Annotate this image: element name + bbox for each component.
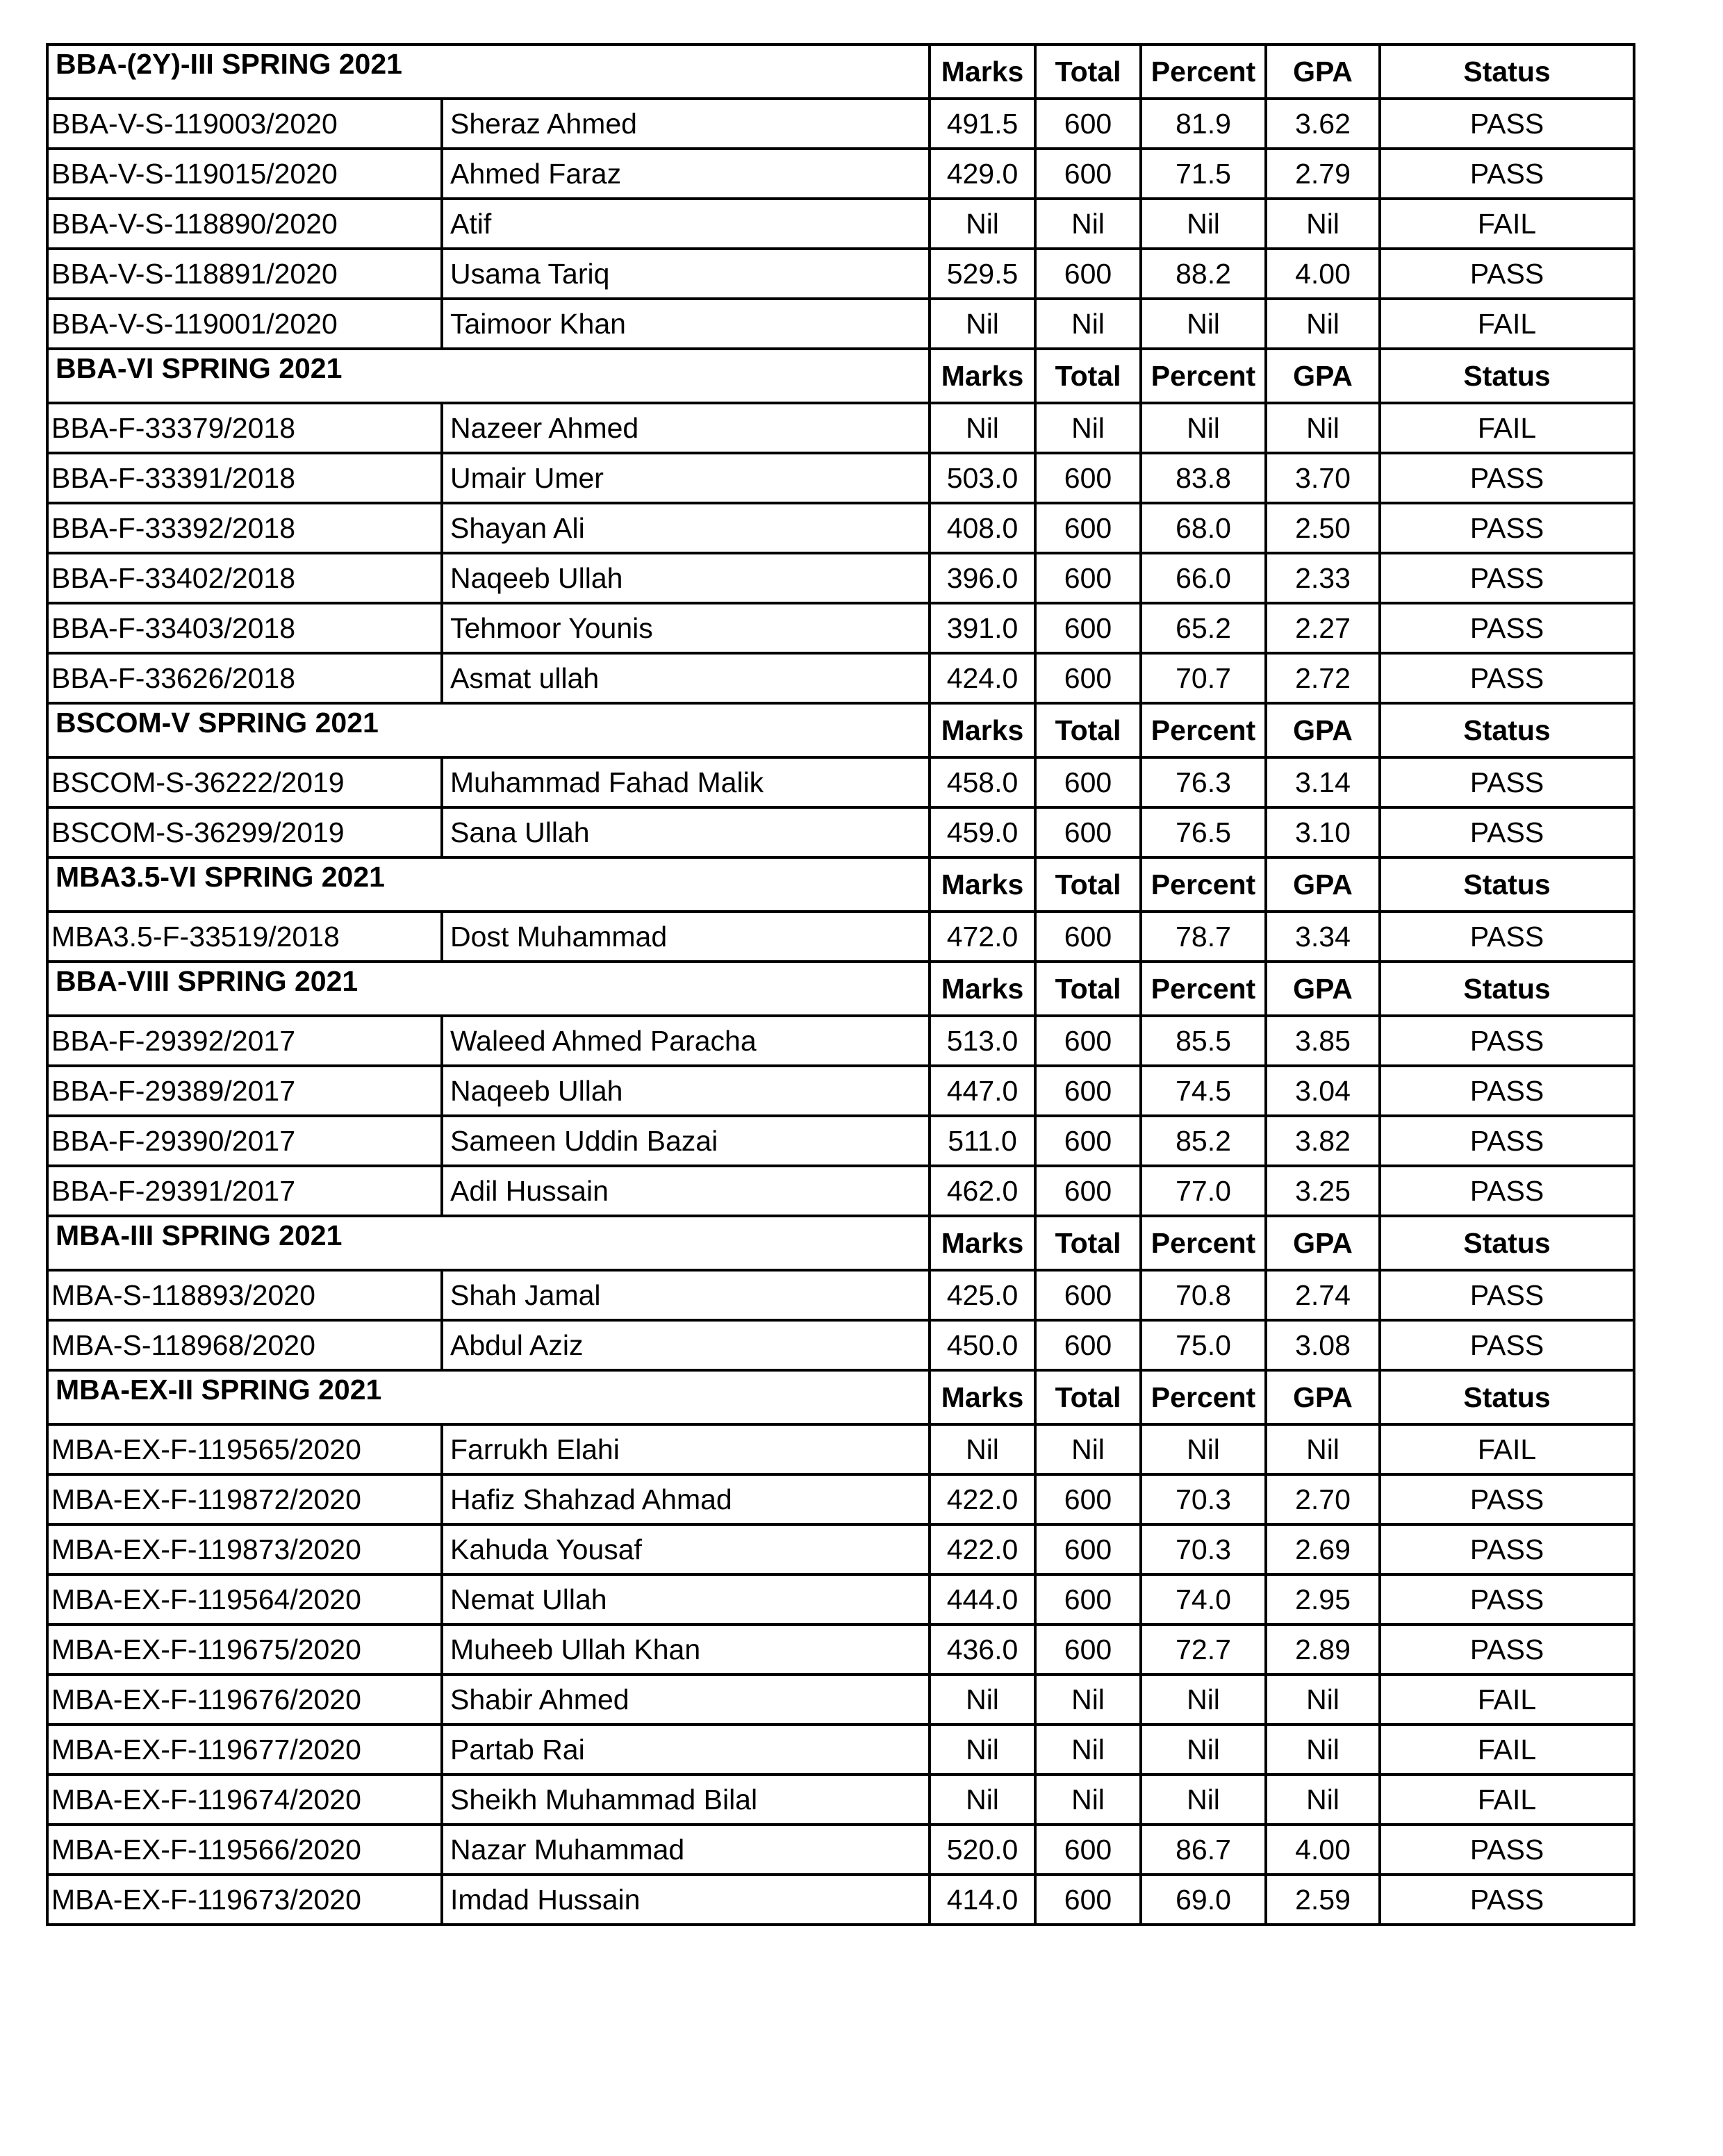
gpa-cell: 4.00 [1266,1825,1380,1875]
percent-cell: Nil [1141,1775,1266,1825]
status-cell: FAIL [1380,1424,1634,1474]
percent-cell: 74.5 [1141,1066,1266,1116]
table-row [47,1116,1634,1166]
status-cell: PASS [1380,1474,1634,1524]
student-name-cell: Nemat Ullah [442,1574,930,1624]
percent-cell: 74.0 [1141,1574,1266,1624]
marks-cell: Nil [930,199,1035,249]
column-header-total: Total [1035,1216,1141,1270]
roll-number-cell: BBA-F-33391/2018 [47,453,442,503]
student-name-cell: Nazeer Ahmed [442,403,930,453]
marks-cell: 513.0 [930,1016,1035,1066]
status-cell: PASS [1380,1320,1634,1370]
student-name-cell: Sheikh Muhammad Bilal [442,1775,930,1825]
marks-cell: 511.0 [930,1116,1035,1166]
section-header-row [47,349,1634,403]
status-cell: PASS [1380,1574,1634,1624]
status-cell: FAIL [1380,1725,1634,1775]
status-cell: PASS [1380,1524,1634,1574]
status-cell: PASS [1380,1116,1634,1166]
column-header-total: Total [1035,857,1141,912]
status-cell: PASS [1380,1016,1634,1066]
gpa-cell: Nil [1266,403,1380,453]
roll-number-cell: MBA-EX-F-119673/2020 [47,1875,442,1925]
student-name-cell: Dost Muhammad [442,912,930,962]
table-row [47,1574,1634,1624]
marks-cell: 422.0 [930,1524,1035,1574]
percent-cell: Nil [1141,1725,1266,1775]
column-header-percent: Percent [1141,44,1266,99]
gpa-cell: 4.00 [1266,249,1380,299]
column-header-percent: Percent [1141,962,1266,1016]
column-header-marks: Marks [930,349,1035,403]
table-row [47,1825,1634,1875]
marks-cell: 520.0 [930,1825,1035,1875]
percent-cell: 70.7 [1141,653,1266,703]
student-name-cell: Hafiz Shahzad Ahmad [442,1474,930,1524]
table-row [47,1424,1634,1474]
percent-cell: 78.7 [1141,912,1266,962]
total-cell: 600 [1035,1574,1141,1624]
total-cell: 600 [1035,99,1141,149]
roll-number-cell: BBA-V-S-118891/2020 [47,249,442,299]
student-name-cell: Asmat ullah [442,653,930,703]
total-cell: Nil [1035,299,1141,349]
results-body [47,44,1634,1925]
roll-number-cell: BBA-F-33392/2018 [47,503,442,553]
column-header-total: Total [1035,962,1141,1016]
table-row [47,1270,1634,1320]
status-cell: PASS [1380,1066,1634,1116]
total-cell: 600 [1035,453,1141,503]
table-row [47,1066,1634,1116]
percent-cell: 75.0 [1141,1320,1266,1370]
marks-cell: 414.0 [930,1875,1035,1925]
status-cell: PASS [1380,249,1634,299]
gpa-cell: 2.95 [1266,1574,1380,1624]
table-row [47,403,1634,453]
total-cell: 600 [1035,553,1141,603]
section-header-row [47,44,1634,99]
roll-number-cell: BBA-F-29390/2017 [47,1116,442,1166]
section-header-row [47,1216,1634,1270]
percent-cell: 76.3 [1141,757,1266,807]
student-name-cell: Shah Jamal [442,1270,930,1320]
total-cell: 600 [1035,1166,1141,1216]
column-header-marks: Marks [930,857,1035,912]
status-cell: PASS [1380,1825,1634,1875]
column-header-gpa: GPA [1266,703,1380,757]
column-header-gpa: GPA [1266,857,1380,912]
gpa-cell: 3.62 [1266,99,1380,149]
gpa-cell: Nil [1266,1775,1380,1825]
marks-cell: 425.0 [930,1270,1035,1320]
roll-number-cell: MBA-EX-F-119872/2020 [47,1474,442,1524]
table-row [47,249,1634,299]
marks-cell: Nil [930,1725,1035,1775]
table-row [47,503,1634,553]
roll-number-cell: BBA-F-33402/2018 [47,553,442,603]
marks-cell: 447.0 [930,1066,1035,1116]
roll-number-cell: BBA-V-S-119015/2020 [47,149,442,199]
status-cell: PASS [1380,912,1634,962]
status-cell: PASS [1380,807,1634,857]
column-header-gpa: GPA [1266,349,1380,403]
total-cell: 600 [1035,807,1141,857]
section-title: MBA3.5-VI SPRING 2021 [47,857,930,912]
student-name-cell: Shayan Ali [442,503,930,553]
marks-cell: 450.0 [930,1320,1035,1370]
total-cell: 600 [1035,1066,1141,1116]
total-cell: Nil [1035,1725,1141,1775]
student-name-cell: Shabir Ahmed [442,1674,930,1725]
column-header-status: Status [1380,703,1634,757]
percent-cell: Nil [1141,403,1266,453]
total-cell: 600 [1035,1116,1141,1166]
student-name-cell: Muheeb Ullah Khan [442,1624,930,1674]
section-title: MBA-EX-II SPRING 2021 [47,1370,930,1424]
column-header-total: Total [1035,349,1141,403]
gpa-cell: 3.08 [1266,1320,1380,1370]
marks-cell: 472.0 [930,912,1035,962]
student-name-cell: Sana Ullah [442,807,930,857]
student-name-cell: Usama Tariq [442,249,930,299]
percent-cell: 72.7 [1141,1624,1266,1674]
table-row [47,149,1634,199]
status-cell: FAIL [1380,403,1634,453]
marks-cell: 459.0 [930,807,1035,857]
roll-number-cell: BBA-F-33379/2018 [47,403,442,453]
table-row [47,199,1634,249]
marks-cell: Nil [930,1424,1035,1474]
status-cell: PASS [1380,653,1634,703]
section-title: BSCOM-V SPRING 2021 [47,703,930,757]
marks-cell: Nil [930,403,1035,453]
percent-cell: 81.9 [1141,99,1266,149]
total-cell: Nil [1035,1775,1141,1825]
column-header-gpa: GPA [1266,1370,1380,1424]
gpa-cell: Nil [1266,1424,1380,1474]
status-cell: PASS [1380,503,1634,553]
percent-cell: 85.2 [1141,1116,1266,1166]
column-header-status: Status [1380,349,1634,403]
gpa-cell: 3.14 [1266,757,1380,807]
percent-cell: 83.8 [1141,453,1266,503]
gpa-cell: 2.27 [1266,603,1380,653]
table-row [47,1474,1634,1524]
table-row [47,1320,1634,1370]
roll-number-cell: MBA-EX-F-119677/2020 [47,1725,442,1775]
roll-number-cell: BBA-V-S-118890/2020 [47,199,442,249]
column-header-percent: Percent [1141,1370,1266,1424]
total-cell: Nil [1035,199,1141,249]
student-name-cell: Muhammad Fahad Malik [442,757,930,807]
roll-number-cell: BSCOM-S-36222/2019 [47,757,442,807]
total-cell: 600 [1035,757,1141,807]
student-name-cell: Imdad Hussain [442,1875,930,1925]
percent-cell: 76.5 [1141,807,1266,857]
percent-cell: 66.0 [1141,553,1266,603]
roll-number-cell: MBA-EX-F-119676/2020 [47,1674,442,1725]
column-header-marks: Marks [930,703,1035,757]
status-cell: FAIL [1380,299,1634,349]
status-cell: PASS [1380,149,1634,199]
status-cell: PASS [1380,603,1634,653]
roll-number-cell: MBA-S-118893/2020 [47,1270,442,1320]
table-row [47,1674,1634,1725]
section-header-row [47,857,1634,912]
results-table [46,43,1635,1926]
gpa-cell: 3.25 [1266,1166,1380,1216]
marks-cell: 396.0 [930,553,1035,603]
student-name-cell: Adil Hussain [442,1166,930,1216]
section-title: BBA-VIII SPRING 2021 [47,962,930,1016]
roll-number-cell: MBA-S-118968/2020 [47,1320,442,1370]
section-title: BBA-(2Y)-III SPRING 2021 [47,44,930,99]
column-header-total: Total [1035,44,1141,99]
gpa-cell: 3.34 [1266,912,1380,962]
gpa-cell: Nil [1266,299,1380,349]
marks-cell: 529.5 [930,249,1035,299]
section-title: BBA-VI SPRING 2021 [47,349,930,403]
roll-number-cell: BBA-F-29391/2017 [47,1166,442,1216]
marks-cell: 391.0 [930,603,1035,653]
percent-cell: 85.5 [1141,1016,1266,1066]
total-cell: 600 [1035,1270,1141,1320]
total-cell: 600 [1035,1825,1141,1875]
total-cell: 600 [1035,1524,1141,1574]
student-name-cell: Waleed Ahmed Paracha [442,1016,930,1066]
column-header-gpa: GPA [1266,1216,1380,1270]
column-header-status: Status [1380,1216,1634,1270]
table-row [47,1016,1634,1066]
roll-number-cell: MBA-EX-F-119873/2020 [47,1524,442,1574]
status-cell: PASS [1380,1270,1634,1320]
student-name-cell: Abdul Aziz [442,1320,930,1370]
column-header-percent: Percent [1141,703,1266,757]
table-row [47,1166,1634,1216]
roll-number-cell: MBA-EX-F-119564/2020 [47,1574,442,1624]
student-name-cell: Ahmed Faraz [442,149,930,199]
gpa-cell: 2.70 [1266,1474,1380,1524]
table-row [47,1725,1634,1775]
gpa-cell: Nil [1266,1725,1380,1775]
student-name-cell: Naqeeb Ullah [442,1066,930,1116]
status-cell: FAIL [1380,1674,1634,1725]
total-cell: 600 [1035,1624,1141,1674]
gpa-cell: 3.70 [1266,453,1380,503]
section-header-row [47,1370,1634,1424]
column-header-marks: Marks [930,962,1035,1016]
column-header-total: Total [1035,1370,1141,1424]
table-row [47,807,1634,857]
total-cell: Nil [1035,1674,1141,1725]
table-row [47,553,1634,603]
percent-cell: 70.8 [1141,1270,1266,1320]
gpa-cell: Nil [1266,1674,1380,1725]
status-cell: PASS [1380,99,1634,149]
status-cell: PASS [1380,453,1634,503]
student-name-cell: Farrukh Elahi [442,1424,930,1474]
gpa-cell: 2.74 [1266,1270,1380,1320]
gpa-cell: Nil [1266,199,1380,249]
status-cell: PASS [1380,1875,1634,1925]
marks-cell: Nil [930,1775,1035,1825]
roll-number-cell: BBA-V-S-119003/2020 [47,99,442,149]
marks-cell: 503.0 [930,453,1035,503]
total-cell: 600 [1035,1016,1141,1066]
marks-cell: 444.0 [930,1574,1035,1624]
student-name-cell: Sameen Uddin Bazai [442,1116,930,1166]
total-cell: 600 [1035,653,1141,703]
marks-cell: 429.0 [930,149,1035,199]
column-header-status: Status [1380,1370,1634,1424]
column-header-gpa: GPA [1266,962,1380,1016]
roll-number-cell: MBA-EX-F-119566/2020 [47,1825,442,1875]
marks-cell: 408.0 [930,503,1035,553]
total-cell: Nil [1035,403,1141,453]
percent-cell: 70.3 [1141,1474,1266,1524]
roll-number-cell: BBA-F-33403/2018 [47,603,442,653]
gpa-cell: 2.33 [1266,553,1380,603]
table-row [47,653,1634,703]
column-header-status: Status [1380,44,1634,99]
roll-number-cell: MBA-EX-F-119674/2020 [47,1775,442,1825]
percent-cell: 70.3 [1141,1524,1266,1574]
gpa-cell: 3.04 [1266,1066,1380,1116]
table-row [47,99,1634,149]
status-cell: PASS [1380,1166,1634,1216]
column-header-marks: Marks [930,1370,1035,1424]
table-row [47,1875,1634,1925]
gpa-cell: 3.85 [1266,1016,1380,1066]
table-row [47,299,1634,349]
roll-number-cell: BBA-F-33626/2018 [47,653,442,703]
marks-cell: Nil [930,1674,1035,1725]
marks-cell: 424.0 [930,653,1035,703]
section-header-row [47,703,1634,757]
roll-number-cell: BBA-F-29392/2017 [47,1016,442,1066]
student-name-cell: Umair Umer [442,453,930,503]
roll-number-cell: BBA-F-29389/2017 [47,1066,442,1116]
percent-cell: Nil [1141,1674,1266,1725]
percent-cell: 86.7 [1141,1825,1266,1875]
column-header-total: Total [1035,703,1141,757]
roll-number-cell: MBA3.5-F-33519/2018 [47,912,442,962]
total-cell: 600 [1035,149,1141,199]
table-row [47,1775,1634,1825]
gpa-cell: 2.69 [1266,1524,1380,1574]
student-name-cell: Taimoor Khan [442,299,930,349]
roll-number-cell: BBA-V-S-119001/2020 [47,299,442,349]
total-cell: 600 [1035,249,1141,299]
status-cell: FAIL [1380,1775,1634,1825]
gpa-cell: 2.72 [1266,653,1380,703]
gpa-cell: 2.89 [1266,1624,1380,1674]
marks-cell: 458.0 [930,757,1035,807]
roll-number-cell: BSCOM-S-36299/2019 [47,807,442,857]
total-cell: Nil [1035,1424,1141,1474]
table-row [47,453,1634,503]
total-cell: 600 [1035,912,1141,962]
percent-cell: 77.0 [1141,1166,1266,1216]
section-title: MBA-III SPRING 2021 [47,1216,930,1270]
marks-cell: 422.0 [930,1474,1035,1524]
table-row [47,1524,1634,1574]
column-header-percent: Percent [1141,349,1266,403]
percent-cell: 69.0 [1141,1875,1266,1925]
table-row [47,603,1634,653]
percent-cell: Nil [1141,199,1266,249]
table-row [47,912,1634,962]
table-row [47,757,1634,807]
roll-number-cell: MBA-EX-F-119675/2020 [47,1624,442,1674]
student-name-cell: Naqeeb Ullah [442,553,930,603]
student-name-cell: Sheraz Ahmed [442,99,930,149]
percent-cell: 68.0 [1141,503,1266,553]
column-header-marks: Marks [930,44,1035,99]
status-cell: PASS [1380,553,1634,603]
column-header-status: Status [1380,857,1634,912]
student-name-cell: Kahuda Yousaf [442,1524,930,1574]
column-header-percent: Percent [1141,1216,1266,1270]
column-header-percent: Percent [1141,857,1266,912]
section-header-row [47,962,1634,1016]
marks-cell: 436.0 [930,1624,1035,1674]
percent-cell: Nil [1141,299,1266,349]
gpa-cell: 3.82 [1266,1116,1380,1166]
status-cell: PASS [1380,757,1634,807]
column-header-marks: Marks [930,1216,1035,1270]
total-cell: 600 [1035,1320,1141,1370]
roll-number-cell: MBA-EX-F-119565/2020 [47,1424,442,1474]
percent-cell: 71.5 [1141,149,1266,199]
student-name-cell: Partab Rai [442,1725,930,1775]
gpa-cell: 3.10 [1266,807,1380,857]
status-cell: PASS [1380,1624,1634,1674]
percent-cell: 88.2 [1141,249,1266,299]
gpa-cell: 2.59 [1266,1875,1380,1925]
student-name-cell: Tehmoor Younis [442,603,930,653]
percent-cell: 65.2 [1141,603,1266,653]
percent-cell: Nil [1141,1424,1266,1474]
marks-cell: 491.5 [930,99,1035,149]
marks-cell: Nil [930,299,1035,349]
student-name-cell: Nazar Muhammad [442,1825,930,1875]
gpa-cell: 2.50 [1266,503,1380,553]
total-cell: 600 [1035,1474,1141,1524]
status-cell: FAIL [1380,199,1634,249]
column-header-status: Status [1380,962,1634,1016]
marks-cell: 462.0 [930,1166,1035,1216]
total-cell: 600 [1035,503,1141,553]
column-header-gpa: GPA [1266,44,1380,99]
total-cell: 600 [1035,603,1141,653]
table-row [47,1624,1634,1674]
student-name-cell: Atif [442,199,930,249]
total-cell: 600 [1035,1875,1141,1925]
gpa-cell: 2.79 [1266,149,1380,199]
